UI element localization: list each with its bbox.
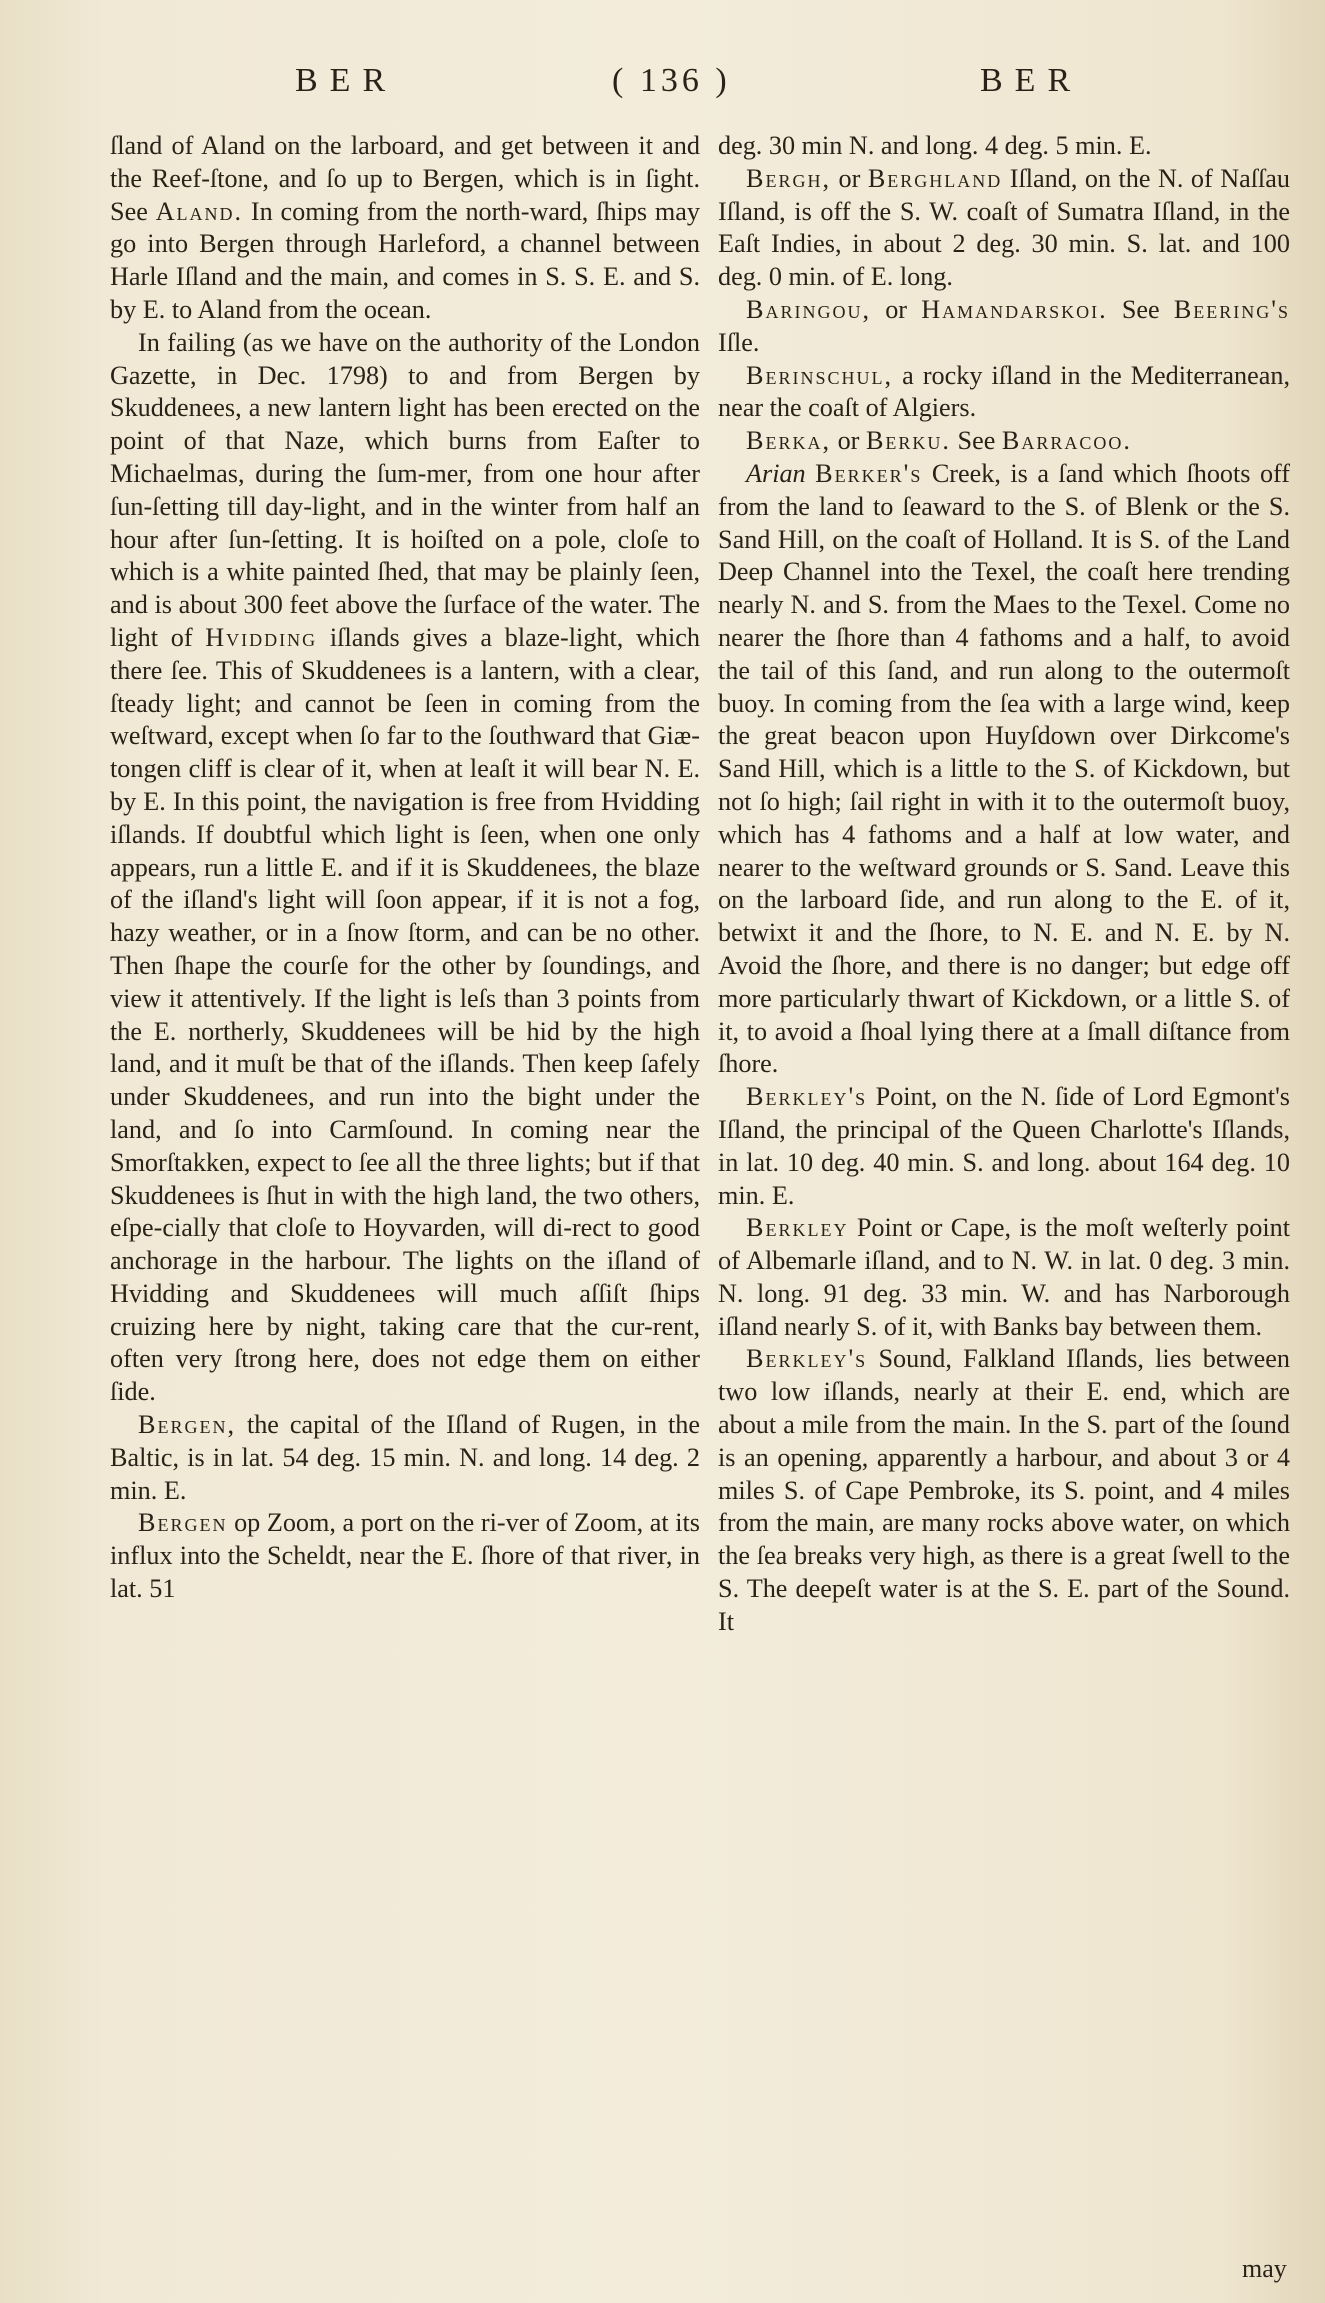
entry-term: Berkley [746,1213,849,1243]
entry-text: the capital of the Iſland of Rugen, in the Baltic, is in lat. 54 deg. 15 min. N. and long. 14 deg. 2 min. E. [110,1410,700,1505]
entry-berkers-creek [718,458,1290,1081]
paragraph-text: In failing (as we have on the authority of the London Gazette, in Dec. 1798) to and from Bergen by Skuddenees, a new lantern light has been erected on the point of that Naze, which burns from Eaſter to Michaelmas, during the ſum-mer, from one hour after ſun-ſetting till day-light, and in the winter from half an hour after ſun-ſetting. It is hoiſted on a pole, cloſe to which is a white painted ſhed, that may be plainly ſeen, and is about 300 feet above the ſurface of the water. The light of [110,327,700,652]
entry-term: Berinschul, [746,360,894,390]
entry-term: Hamandarskoi. [921,294,1108,324]
left-column [110,130,700,1606]
entry-bergen-rugen [110,1409,700,1507]
entry-term: Barracoo. [1001,426,1132,456]
paragraph-text: deg. 30 min N. and long. 4 deg. 5 min. E. [718,131,1152,160]
page-number: ( 136 ) [612,62,731,99]
entry-berkleys-point [718,1081,1290,1212]
entry-text: or [837,426,860,456]
entry-berinschul [718,360,1290,426]
entry-term: Berghland [867,163,1003,193]
entry-text: Iſle. [718,327,760,357]
entry-text: See [1121,294,1160,324]
entry-text: Iſland, on the N. of Naſſau Iſland, is off the S. W. coaſt of Sumatra Iſland, in the Eaſt Indies, in about 2 deg. 30 min. S. lat. and 100 deg. 0 min. of E. long. [718,163,1291,292]
entry-text: op Zoom, a port on the ri-ver of Zoom, at its influx into the Scheldt, near the E. ſhore of that river, in lat. 51 [110,1508,700,1604]
entry-term: Berkley's [746,1344,868,1374]
paragraph-aland-continued [110,130,700,327]
entry-term: Bergh, [746,163,832,193]
right-column [718,130,1290,1639]
entry-berka [718,425,1290,458]
entry-term: Bergen [138,1508,228,1538]
paragraph-text: ſland of Aland on the larboard, and get between it and the Reef-ſtone, and ſo up to Bergen, which is in ſight. See [110,131,700,226]
running-header [0,62,1325,122]
entry-bergen-op-zoom [110,1507,700,1605]
entry-term: Aland. [155,196,244,226]
entry-text: a rocky iſland in the Mediterranean, near the coaſt of Algiers. [718,360,1290,423]
paragraph-text: iſlands gives a blaze-light, which there ſee. This of Skuddenees is a lantern, with a clear, ſteady light; and cannot be ſeen in coming from the weſtward, except when ſo far to the ſouthward that Giæ-tongen cliff is clear of it, when at leaſt it will bear N. E. by E. In this point, the navigation is free from Hvidding iſlands. If doubtful which light is ſeen, when one only appears, run a little E. and if it is Skuddenees, the blaze of the iſland's light will ſoon appear, if it is not a fog, hazy weather, or in a ſnow ſtorm, and can be no other. Then ſhape the courſe for the other by ſoundings, and view it attentively. If the light is leſs than 3 points from the E. northerly, Skuddenees will be hid by the high land, and it muſt be that of the iſlands. Then keep ſafely under Skuddenees, and run into the bight under the land, and ſo into Carmſound. In coming near the Smorſtakken, expect to ſee all the three lights; but if that Skuddenees is ſhut in with the high land, the two others, eſpe-cially that cloſe to Hoyvarden, will di-rect to good anchorage in the harbour. The lights on the iſland of Hvidding and Skuddenees will much aſſiſt ſhips cruizing here by night, taking care that the cur-rent, often very ſtrong here, does not edge them on either ſide. [110,622,700,1407]
header-left-guideword: BER [295,62,398,99]
header-right-guideword: BER [980,62,1083,99]
entry-text: See [957,426,996,456]
entry-term: Berkley's [746,1082,868,1112]
catchword: may [1242,2254,1287,2283]
entry-prefix-italic: Arian [746,458,806,488]
entry-text: Point or Cape, is the moſt weſterly point of Albemarle iſland, and to N. W. in lat. 0 deg. 3 min. N. long. 91 deg. 33 min. W. and has Narborough iſland nearly S. of it, with Banks bay between them. [718,1213,1290,1341]
entry-text: Point, on the N. ſide of Lord Egmont's Iſland, the principal of the Queen Charlotte's Iſlands, in lat. 10 deg. 40 min. S. and long. about 164 deg. 10 min. E. [718,1082,1290,1210]
entry-baringou [718,294,1290,360]
entry-text: Creek, is a ſand which ſhoots off from the land to ſeaward to the S. of Blenk or the S. Sand Hill, on the coaſt of Holland. It is S. of the Land Deep Channel into the Texel, the coaſt here trending nearly N. and S. from the Maes to the Texel. Come no nearer the ſhore than 4 fathoms and a half, to avoid the tail of this ſand, and run along to the outermoſt buoy. In coming from the ſea with a large wind, keep the great beacon upon Huyſdown over Dirkcome's Sand Hill, which is a little to the S. of Kickdown, but not ſo high; ſail right in with it to the outermoſt buoy, which has 4 fathoms and a half at low water, and nearer to the weſtward grounds or S. Sand. Leave this on the larboard ſide, and run along to the E. of it, betwixt it and the ſhore, to N. E. and N. E. by N. Avoid the ſhore, and there is no danger; but edge off more particularly thwart of Kickdown, or a little S. of it, to avoid a ſhoal lying there at a ſmall diſtance from ſhore. [718,458,1291,1079]
entry-term: Baringou, [746,294,872,324]
entry-berkley-point-cape [718,1212,1290,1343]
entry-berkleys-sound [718,1343,1290,1638]
entry-bergh [718,163,1290,294]
paragraph-continued [718,130,1290,163]
entry-term: Hvidding [205,622,318,652]
paragraph-text: In coming from the north-ward, ſhips may go into Bergen through Harleford, a channel between Harle Iſland and the main, and comes in S. S. E. and S. by E. to Aland from the ocean. [110,196,701,324]
entry-text: Sound, Falkland Iſlands, lies between two low iſlands, nearly at their E. end, which are about a mile from the main. In the S. part of the ſound is an opening, apparently a harbour, and about 3 or 4 miles S. of Cape Pembroke, its S. point, and 4 miles from the main, are many rocks above water, on which the ſea breaks very high, as there is a great ſwell to the S. The deepeſt water is at the S. E. part of the Sound. It [718,1344,1290,1636]
entry-term: Berka, [746,426,832,456]
entry-text: or [838,163,861,193]
entry-term: Berku. [865,426,951,456]
entry-term: Beering's [1173,294,1290,324]
entry-term: Bergen, [138,1410,237,1440]
paragraph-bergen-lights [110,327,700,1409]
entry-term: Berker's [815,458,923,488]
entry-text: or [885,294,908,324]
